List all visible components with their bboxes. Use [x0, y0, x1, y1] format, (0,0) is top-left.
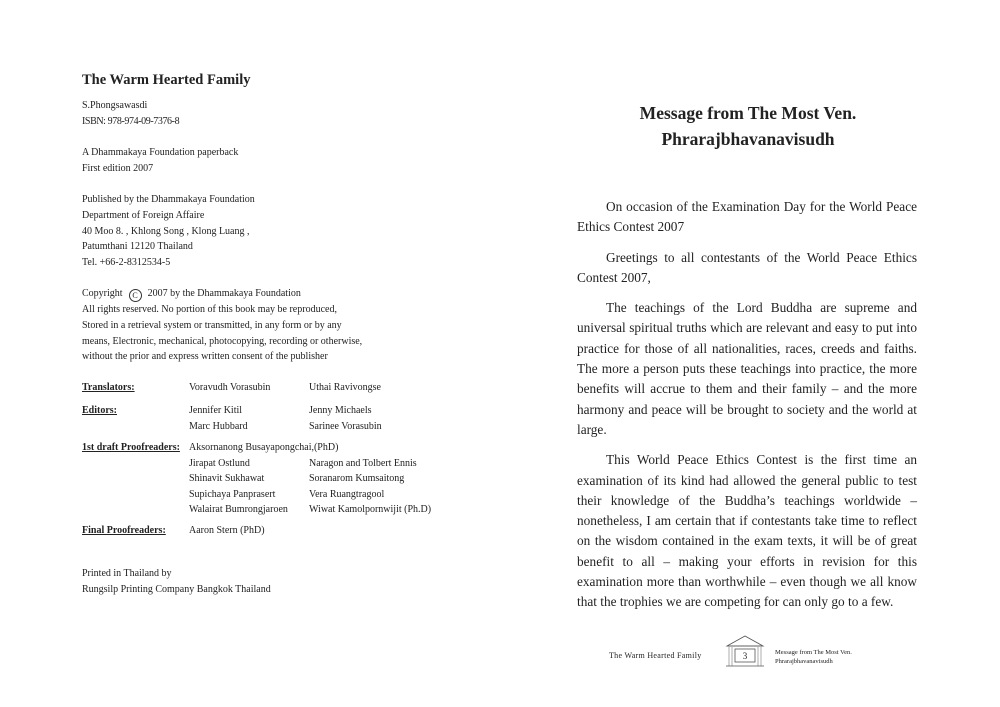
credit-name: Supichaya Panprasert	[189, 488, 276, 500]
footer-section-line: Message from The Most Ven.	[775, 649, 852, 656]
copyright-line	[82, 286, 462, 302]
page-number-temple-icon	[724, 634, 766, 668]
footer-section-line: Phrarajbhavanavisudh	[775, 658, 833, 665]
rights-line: means, Electronic, mechanical, photocopying, recording or otherwise,	[82, 335, 363, 347]
copyright-block	[82, 286, 462, 364]
credit-name: Vera Ruangtragool	[309, 488, 385, 500]
printer-block	[82, 566, 271, 597]
rights-line: Stored in a retrieval system or transmitted, in any form or by any	[82, 319, 342, 331]
edition-line: First edition 2007	[82, 162, 154, 174]
credit-name: Uthai Ravivongse	[309, 382, 381, 393]
author: S.Phongsawasdi	[82, 100, 148, 111]
publisher-line: Tel. +66-2-8312534-5	[82, 256, 171, 268]
footer-section-title	[775, 648, 852, 666]
book-title: The Warm Hearted Family	[82, 72, 251, 88]
paragraph: Greetings to all contestants of the World Peace Ethics Contest 2007,	[577, 249, 917, 285]
heading-line: Phrarajbhavanavisudh	[661, 129, 835, 149]
message-heading	[560, 100, 936, 152]
publisher-line: Patumthani 12120 Thailand	[82, 241, 193, 253]
copyright-icon: C	[129, 289, 142, 302]
isbn: ISBN: 978-974-09-7376-8	[82, 115, 180, 127]
paragraph: The teachings of the Lord Buddha are supreme and universal spiritual truths which are relevant and easy to put into practice for those of all nationalities, races, creeds and faiths. The more a person puts these teachings into practice, the more benefits will accrue to them and their family – and the more harmony and peace will be brought to society and the world at large.	[577, 300, 917, 437]
copyright-label: Copyright	[82, 288, 123, 300]
heading-line: Message from The Most Ven.	[639, 103, 857, 123]
credit-name: Marc Hubbard	[189, 420, 248, 432]
publisher-line: 40 Moo 8. , Khlong Song , Klong Luang ,	[82, 225, 250, 237]
final-proofreaders-label: Final Proofreaders:	[82, 525, 166, 536]
credit-name: Naragon and Tolbert Ennis	[309, 457, 417, 469]
author-isbn-block	[82, 98, 462, 129]
colophon	[82, 70, 462, 381]
credit-name: Soranarom Kumsaitong	[309, 473, 405, 485]
paragraph: This World Peace Ethics Contest is the first time an examination of its kind had allowed the general public to test their knowledge of the Buddha’s teachings worldwide – nonetheless, I am certain that if contestants take time to reflect on the wisdom contained in the exam texts, it will be of great benefit to all – making your efforts in revision for this examination more than worthwhile – even though we all know that the trophies we are competing for can only go to a few.	[577, 452, 917, 610]
credit-name: Wiwat Kamolpornwijit (Ph.D)	[309, 504, 432, 516]
printer-line: Printed in Thailand by	[82, 568, 172, 579]
credit-name: Jirapat Ostlund	[189, 457, 250, 469]
credit-name: Aaron Stern (PhD)	[189, 525, 265, 536]
credit-name: Walairat Bumrongjaroen	[189, 504, 288, 516]
credit-name: Voravudh Vorasubin	[189, 382, 271, 393]
editors-label: Editors:	[82, 405, 117, 416]
publisher-line: Published by the Dhammakaya Foundation	[82, 194, 255, 206]
footer-book-title: The Warm Hearted Family	[609, 651, 702, 660]
publisher-block	[82, 192, 462, 270]
translators-label: Translators:	[82, 382, 135, 393]
page-number: 3	[742, 651, 748, 661]
credit-name: Sarinee Vorasubin	[309, 420, 382, 432]
credit-name: Jenny Michaels	[309, 405, 372, 416]
edition-block	[82, 145, 462, 176]
printer-line: Rungsilp Printing Company Bangkok Thailand	[82, 583, 271, 595]
message-body	[577, 197, 917, 623]
draft-proofreaders-label: 1st draft Proofreaders:	[82, 442, 180, 453]
edition-line: A Dhammakaya Foundation paperback	[82, 147, 239, 159]
credit-name: Aksornanong Busayapongchai,(PhD)	[189, 442, 339, 453]
paragraph: On occasion of the Examination Day for the World Peace Ethics Contest 2007	[577, 199, 917, 235]
credit-name: Shinavit Sukhawat	[189, 473, 265, 485]
rights-line: without the prior and express written consent of the publisher	[82, 351, 328, 363]
publisher-line: Department of Foreign Affaire	[82, 209, 205, 221]
copyright-year: 2007 by the Dhammakaya Foundation	[147, 288, 301, 300]
credit-name: Jennifer Kitil	[189, 405, 243, 416]
rights-line: All rights reserved. No portion of this book may be reproduced,	[82, 304, 337, 316]
